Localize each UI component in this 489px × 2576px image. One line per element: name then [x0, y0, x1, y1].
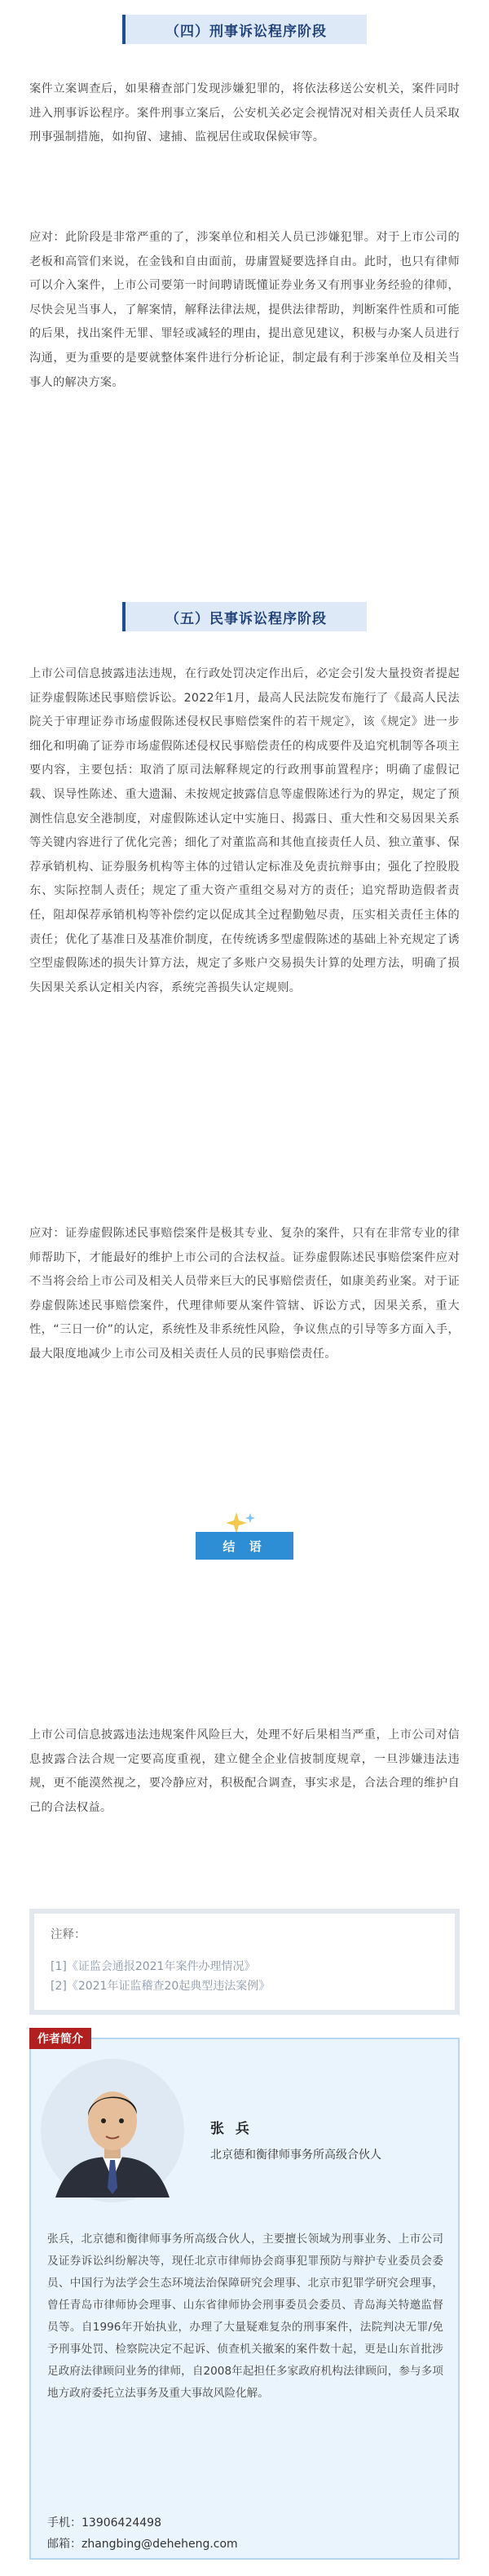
summary-paragraph: 上市公司信息披露违法违规案件风险巨大，处理不好后果相当严重，上市公司对信息披露合法合规一定要高度重视，建立健全企业信披制度规章，一旦涉嫌违法违规，更不能漠然视之，要冷静应对，积极配合调查，事实求是，合法合理的维护自己的合法权益。: [29, 1728, 460, 1814]
author-card: [29, 2033, 460, 2560]
author-phone: 手机：13906424498: [47, 2516, 161, 2530]
notes-box: [29, 1909, 460, 2015]
section5-paragraph-1: 上市公司信息披露违法违规，在行政处罚决定作出后，必定会引发大量投资者提起证券虚假陈述民事赔偿诉讼。2022年1月，最高人民法院发布施行了《最高人民法院关于审理证券市场虚假陈述侵权民事赔偿案件的若干规定》，该《规定》进一步细化和明确了证券市场虚假陈述侵权民事赔偿责任的构成要件及追究机制等各项主要内容，主要包括：取消了原司法解释规定的行政刑事前置程序；明确了虚假记载、误导性陈述、重大遗漏、未按规定披露信息等虚假陈述行为的界定，规定了预测性信息安全港制度，对虚假陈述认定中实施日、揭露日、重大性和交易因果关系等关键内容进行了优化完善；细化了对董监高和其他直接责任人员、独立董事、保荐承销机构、证券服务机构等主体的过错认定标准及免责抗辩事由；强化了控股股东、实际控制人责任；规定了重大资产重组交易对方的责任；追究帮助造假者责任，阻却保荐承销机构等补偿约定以促成其全过程勤勉尽责，压实相关责任主体的责任；优化了基准日及基准价制度，在传统诱多型虚假陈述的基础上补充规定了诱空型虚假陈述的损失计算方法，规定了多账户交易损失计算的处理方法，明确了损失因果关系认定相关内容，系统完善损失认定规则。: [29, 667, 460, 994]
notes-title: 注释：: [51, 1928, 86, 1941]
author-name: 张 兵: [210, 2121, 253, 2137]
note-item-1: [1]《证监会通报2021年案件办理情况》: [51, 1960, 256, 1973]
author-portrait: [39, 2057, 186, 2204]
section5-paragraph-2: 应对：证券虚假陈述民事赔偿案件是极其专业、复杂的案件，只有在非常专业的律师帮助下，才能最好的维护上市公司的合法权益。证券虚假陈述民事赔偿案件应对不当将会给上市公司及相关人员带来巨大的民事赔偿责任，如康美药业案。对于证券虚假陈述民事赔偿案件，代理律师要从案件管辖、诉讼方式，因果关系，重大性，“三日一价”的认定，系统性及非系统性风险，争议焦点的引导等多方面入手，最大限度地减少上市公司及相关责任人员的民事赔偿责任。: [29, 1227, 460, 1361]
author-email: 邮箱：zhangbing@deheheng.com: [47, 2538, 238, 2551]
author-tag: 作者简介: [29, 2028, 91, 2049]
summary-badge: [196, 1511, 293, 1560]
section5-heading: （五）民事诉讼程序阶段: [122, 602, 367, 631]
section4-heading: （四）刑事诉讼程序阶段: [122, 15, 367, 44]
section4-paragraph-2: 应对：此阶段是非常严重的了，涉案单位和相关人员已涉嫌犯罪。对于上市公司的老板和高管们来说，在金钱和自由面前，毋庸置疑要选择自由。此时，也只有律师可以介入案件，上市公司要第一时间聘请既懂证券业务又有刑事业务经验的律师，尽快会见当事人，了解案情，解释法律法规，提供法律帮助，判断案件性质和可能的后果，找出案件无罪、罪轻或减轻的理由，提出意见建议，积极与办案人员进行沟通，更为重要的是要就整体案件进行分析论证，制定最有利于涉案单位及相关当事人的解决方案。: [29, 231, 460, 389]
section4-paragraph-1: 案件立案调查后，如果稽查部门发现涉嫌犯罪的，将依法移送公安机关，案件同时进入刑事诉讼程序。案件刑事立案后，公安机关必定会视情况对相关责任人员采取刑事强制措施，如拘留、逮捕、监视居住或取保候审等。: [29, 82, 460, 144]
note-item-2: [2]《2021年证监稽查20起典型违法案例》: [51, 1980, 271, 1993]
author-bio: 张兵，北京德和衡律师事务所高级合伙人，主要擅长领域为刑事业务、上市公司及证券诉讼纠纷解决等，现任北京市律师协会商事犯罪预防与辩护专业委员会委员、中国行为法学会生态环境法治保障研究会理事、北京市犯罪学研究会理事，曾任青岛市律师协会理事、山东省律师协会刑事委员会委员、青岛海关特邀监督员等。自1996年开始执业，办理了大量疑难复杂的刑事案件，法院判决无罪/免予刑事处罚、检察院决定不起诉、侦查机关撤案的案件数十起，更是山东首批涉足政府法律顾问业务的律师，自2008年起担任多家政府机构法律顾问，参与多项地方政府委托立法事务及重大事故风险化解。: [47, 2233, 443, 2400]
author-title: 北京德和衡律师事务所高级合伙人: [210, 2149, 381, 2162]
summary-label: 结 语: [196, 1532, 293, 1560]
